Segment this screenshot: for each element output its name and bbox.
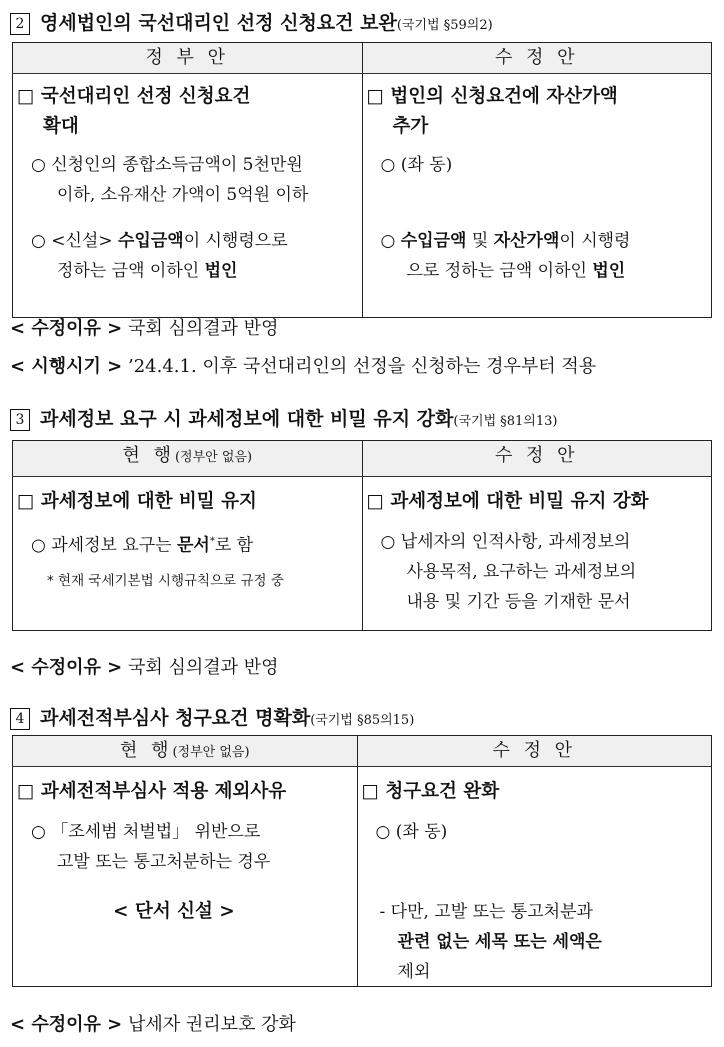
section-number: 2 bbox=[10, 13, 30, 35]
section-4-reason: < 수정이유 > 납세자 권리보호 강화 bbox=[10, 1014, 296, 1035]
left-header: 현 행(정부안 없음) bbox=[13, 441, 363, 477]
left-cell: □ 과세전적부심사 적용 제외사유 ○ 「조세범 처벌법」 위반으로 고발 또는 통고처분하는 경우 < 단서 신설 > bbox=[13, 767, 358, 987]
section-2-table bbox=[12, 42, 712, 318]
right-header: 수 정 안 bbox=[357, 736, 711, 767]
right-header: 수 정 안 bbox=[362, 441, 712, 477]
left-header: 현 행(정부안 없음) bbox=[13, 736, 358, 767]
right-cell: □ 법인의 신청요건에 자산가액 추가 ○ (좌 동) ○ 수입금액 및 자산가액이 시행령 으로 정하는 금액 이하인 법인 bbox=[362, 74, 712, 318]
section-2-effective: < 시행시기 > ’24.4.1. 이후 국선대리인의 선정을 신청하는 경우부터 적용 bbox=[10, 356, 597, 377]
right-cell: □ 청구요건 완화 ○ (좌 동) - 다만, 고발 또는 통고처분과 관련 없는 세목 또는 세액은 제외 bbox=[357, 767, 711, 987]
section-4-table bbox=[12, 735, 712, 987]
section-number: 3 bbox=[10, 409, 30, 431]
left-cell: □ 국선대리인 선정 신청요건 확대 ○ 신청인의 종합소득금액이 5천만원 이하, 소유재산 가액이 5억원 이하 ○ <신설> 수입금액이 시행령으로 정하는 금액 이하인 법인 bbox=[13, 74, 363, 318]
section-4-title: 4 과세전적부심사 청구요건 명확화(국기법 §85의15) bbox=[10, 703, 414, 730]
section-3-title: 3 과세정보 요구 시 과세정보에 대한 비밀 유지 강화(국기법 §81의13) bbox=[10, 404, 557, 431]
section-2-title: 2 영세법인의 국선대리인 선정 신청요건 보완(국기법 §59의2) bbox=[10, 8, 493, 35]
left-cell: □ 과세정보에 대한 비밀 유지 ○ 과세정보 요구는 문서*로 함 * 현재 국세기본법 시행규칙으로 규정 중 bbox=[13, 477, 363, 631]
right-cell: □ 과세정보에 대한 비밀 유지 강화 ○ 납세자의 인적사항, 과세정보의 사용목적, 요구하는 과세정보의 내용 및 기간 등을 기재한 문서 bbox=[362, 477, 712, 631]
section-3-table bbox=[12, 440, 712, 631]
section-3-reason: < 수정이유 > 국회 심의결과 반영 bbox=[10, 657, 279, 678]
section-2-reason: < 수정이유 > 국회 심의결과 반영 bbox=[10, 318, 279, 339]
left-header: 정 부 안 bbox=[13, 43, 363, 74]
section-number: 4 bbox=[10, 708, 30, 730]
right-header: 수 정 안 bbox=[362, 43, 712, 74]
